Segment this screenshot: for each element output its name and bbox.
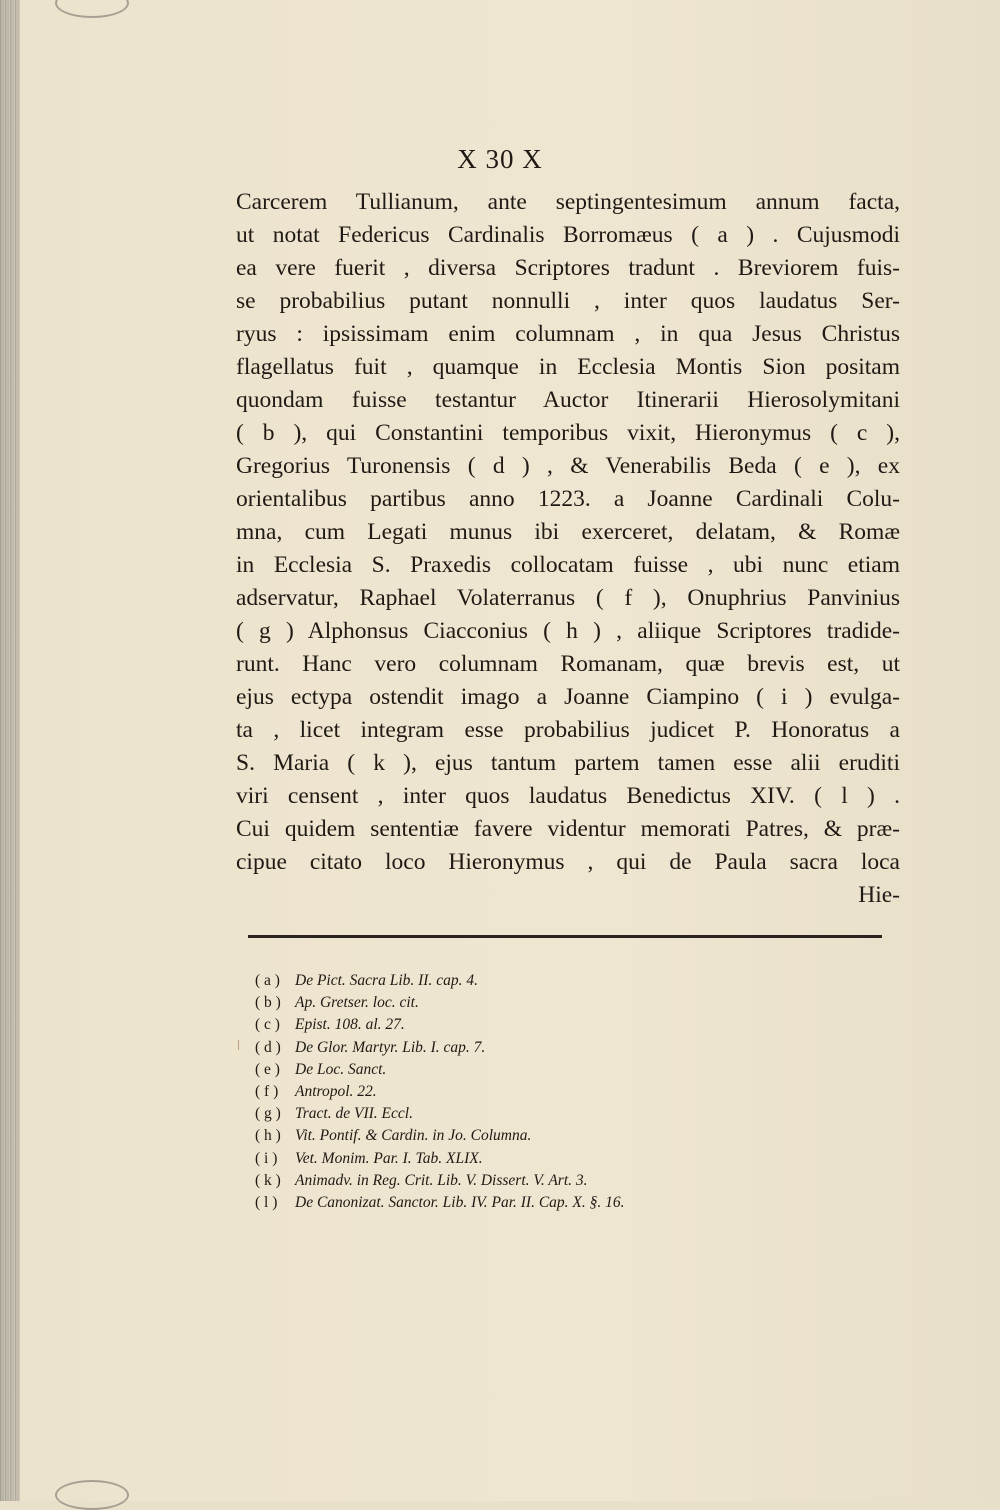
footnote-text: Vet. Monim. Par. I. Tab. XLIX. [295, 1149, 483, 1167]
footnote-mark: ( a ) [255, 972, 280, 989]
footnote-mark: ( g ) [255, 1105, 281, 1123]
footnote-text: Vit. Pontif. & Cardin. in Jo. Columna. [295, 1127, 532, 1145]
body-line: Cui quidem sententiæ favere videntur memorati Patres, & præ- [236, 816, 900, 842]
footnote-text: De Canonizat. Sanctor. Lib. IV. Par. II. Cap. X. §. 16. [295, 1193, 625, 1211]
body-line: S. Maria ( k ), ejus tantum partem tamen esse alii eruditi [236, 750, 900, 776]
body-line: ea vere fuerit , diversa Scriptores tradunt . Breviorem fuis- [236, 255, 900, 281]
footnote-text: Ap. Gretser. loc. cit. [295, 994, 419, 1012]
body-text [236, 186, 900, 912]
footnote-mark: ( f ) [255, 1082, 279, 1100]
footnote [255, 1037, 815, 1059]
footnote-text: Animadv. in Reg. Crit. Lib. V. Dissert. V. Art. 3. [295, 1171, 588, 1189]
footnote [255, 1014, 815, 1036]
body-line: ejus ectypa ostendit imago a Joanne Ciampino ( i ) evulga- [236, 684, 900, 710]
footnote-mark: ( h ) [255, 1127, 281, 1145]
footnote-mark: ( b ) [255, 994, 281, 1012]
body-line: Gregorius Turonensis ( d ) , & Venerabilis Beda ( e ), ex [236, 453, 900, 479]
footnote-divider [248, 935, 882, 938]
footnote [255, 1170, 815, 1192]
footnote [255, 1192, 815, 1214]
footnote [255, 970, 815, 992]
body-line: mna, cum Legati munus ibi exerceret, delatam, & Romæ [236, 519, 900, 545]
body-line: ryus : ipsissimam enim columnam , in qua Jesus Christus [236, 321, 900, 347]
body-line: in Ecclesia S. Praxedis collocatam fuisse , ubi nunc etiam [236, 552, 900, 578]
binding-clip-top [55, 0, 129, 18]
footnote-text: De Pict. Sacra Lib. II. cap. 4. [295, 972, 478, 989]
binding-gutter [0, 0, 20, 1501]
body-line: flagellatus fuit , quamque in Ecclesia Montis Sion positam [236, 354, 900, 380]
body-line: se probabilius putant nonnulli , inter quos laudatus Ser- [236, 288, 900, 314]
footnote-mark: ( e ) [255, 1060, 280, 1078]
body-line: adservatur, Raphael Volaterranus ( f ), Onuphrius Panvinius [236, 585, 900, 611]
body-line: ta , licet integram esse probabilius judicet P. Honoratus a [236, 717, 900, 743]
body-line: ( g ) Alphonsus Ciacconius ( h ) , aliique Scriptores tradide- [236, 618, 900, 644]
footnote-mark: ( c ) [255, 1016, 280, 1034]
footnote-mark: ( k ) [255, 1171, 281, 1189]
page-number-header: X 30 X [457, 144, 543, 174]
footnote [255, 1148, 815, 1170]
catchword: Hie- [858, 882, 900, 908]
footnote [255, 1125, 815, 1147]
footnote [255, 1059, 815, 1081]
footnote-mark: ( i ) [255, 1149, 278, 1167]
body-line: quondam fuisse testantur Auctor Itinerarii Hierosolymitani [236, 387, 900, 413]
footnote [255, 992, 815, 1014]
footnote [255, 1081, 815, 1103]
footnotes [255, 970, 815, 1214]
ink-mark [238, 1040, 245, 1050]
body-line: orientalibus partibus anno 1223. a Joanne Cardinali Colu- [236, 486, 900, 512]
body-line: ut notat Federicus Cardinalis Borromæus ( a ) . Cujusmodi [236, 222, 900, 248]
footnote-text: Antropol. 22. [295, 1082, 377, 1100]
footnote-mark: ( d ) [255, 1038, 281, 1056]
body-line: viri censent , inter quos laudatus Benedictus XIV. ( l ) . [236, 783, 900, 809]
body-line: ( b ), qui Constantini temporibus vixit, Hieronymus ( c ), [236, 420, 900, 446]
footnote-text: De Glor. Martyr. Lib. I. cap. 7. [295, 1038, 486, 1056]
footnote-text: De Loc. Sanct. [295, 1060, 387, 1078]
footnote-text: Epist. 108. al. 27. [295, 1016, 405, 1034]
footnote [255, 1103, 815, 1125]
body-line: Carcerem Tullianum, ante septingentesimum annum facta, [236, 189, 900, 215]
body-line: runt. Hanc vero columnam Romanam, quæ brevis est, ut [236, 651, 900, 677]
footnote-text: Tract. de VII. Eccl. [295, 1105, 413, 1123]
footnote-mark: ( l ) [255, 1193, 278, 1211]
body-line: cipue citato loco Hieronymus , qui de Paula sacra loca [236, 849, 900, 875]
binding-clip-bottom [55, 1480, 129, 1510]
